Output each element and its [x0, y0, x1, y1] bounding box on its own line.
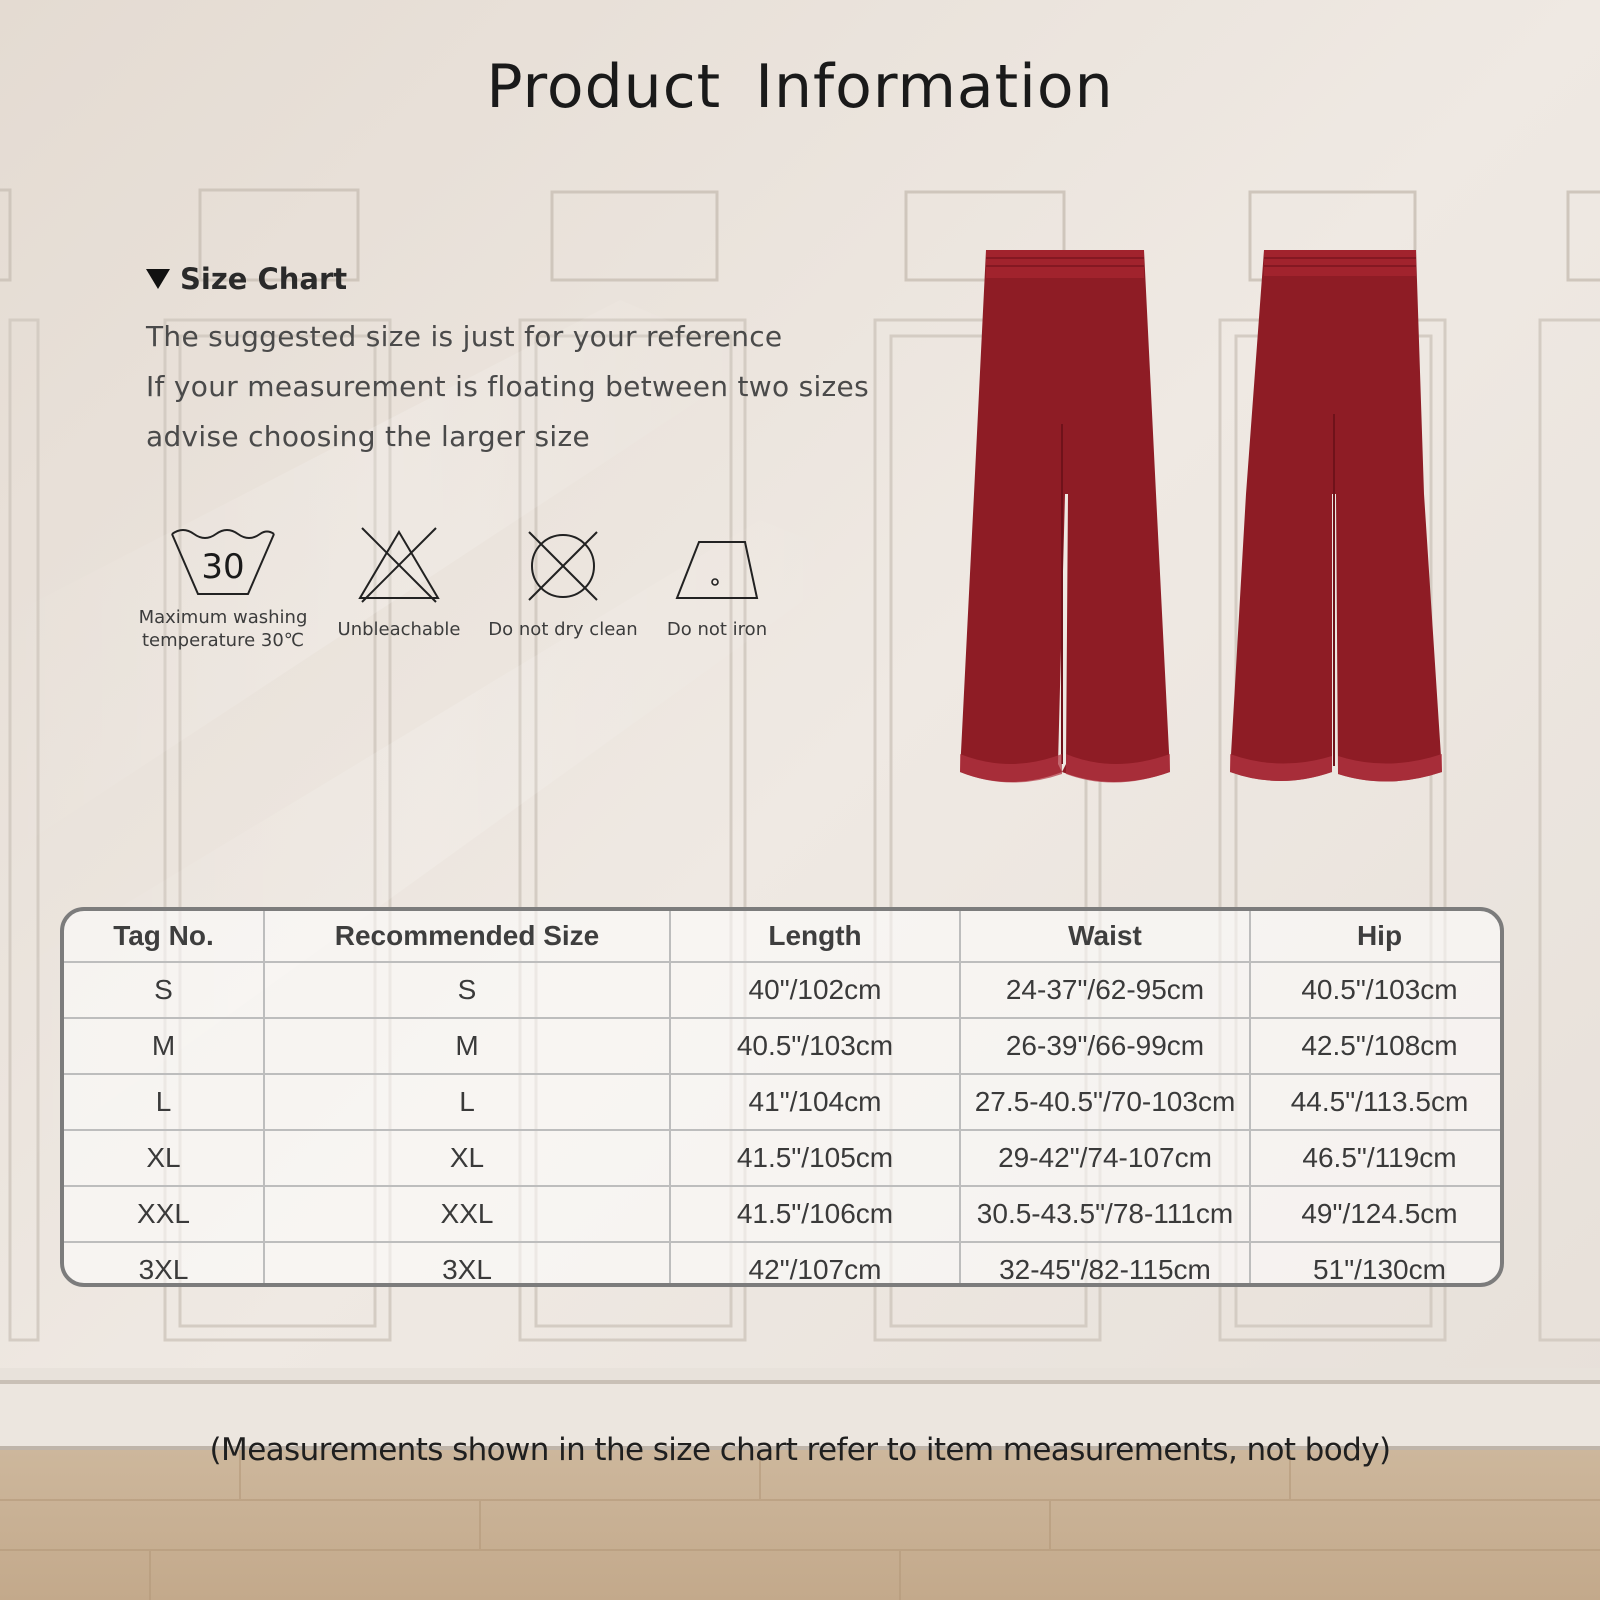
no-dry-clean-icon	[523, 526, 603, 606]
size-note-3: advise choosing the larger size	[146, 420, 590, 453]
cell-length: 41.5"/105cm	[670, 1130, 960, 1186]
header-length: Length	[670, 911, 960, 962]
cell-hip: 49"/124.5cm	[1250, 1186, 1504, 1242]
cell-waist: 24-37"/62-95cm	[960, 962, 1250, 1018]
cell-length: 41.5"/106cm	[670, 1186, 960, 1242]
cell-hip: 51"/130cm	[1250, 1242, 1504, 1287]
care-dry-clean	[478, 526, 648, 641]
header-waist: Waist	[960, 911, 1250, 962]
size-note-2: If your measurement is floating between two sizes	[146, 370, 869, 403]
cell-waist: 27.5-40.5"/70-103cm	[960, 1074, 1250, 1130]
cell-hip: 46.5"/119cm	[1250, 1130, 1504, 1186]
table-row	[64, 1130, 1504, 1186]
cell-recommended-size: M	[264, 1018, 670, 1074]
page-title: Product Information	[486, 52, 1114, 122]
cell-waist: 26-39"/66-99cm	[960, 1018, 1250, 1074]
header-recommended-size: Recommended Size	[264, 911, 670, 962]
cell-hip: 42.5"/108cm	[1250, 1018, 1504, 1074]
size-chart-heading-label: Size Chart	[180, 262, 348, 296]
pants-front-icon	[950, 244, 1180, 800]
care-iron	[632, 526, 802, 641]
table-row	[64, 1074, 1504, 1130]
size-table	[60, 907, 1504, 1287]
care-label-iron: Do not iron	[666, 619, 768, 640]
care-wash	[138, 526, 308, 652]
care-label-bleach: Unbleachable	[337, 619, 461, 640]
care-label-wash: Maximum washing temperature 30℃	[138, 607, 308, 651]
care-label-dry-clean: Do not dry clean	[488, 619, 638, 640]
no-iron-icon	[669, 526, 765, 606]
size-chart-heading	[146, 262, 347, 296]
cell-tag-no: S	[64, 962, 264, 1018]
cell-tag-no: M	[64, 1018, 264, 1074]
table-header-row	[64, 911, 1504, 962]
cell-length: 40"/102cm	[670, 962, 960, 1018]
cell-hip: 40.5"/103cm	[1250, 962, 1504, 1018]
triangle-down-icon	[146, 269, 170, 289]
cell-waist: 32-45"/82-115cm	[960, 1242, 1250, 1287]
cell-tag-no: XL	[64, 1130, 264, 1186]
footnote: (Measurements shown in the size chart refer to item measurements, not body)	[209, 1432, 1391, 1468]
pants-back-icon	[1220, 244, 1450, 800]
table-row	[64, 962, 1504, 1018]
table-row	[64, 1242, 1504, 1287]
cell-length: 42"/107cm	[670, 1242, 960, 1287]
size-note-1: The suggested size is just for your reference	[146, 320, 783, 353]
header-tag-no: Tag No.	[64, 911, 264, 962]
wash-temp-text: 30	[201, 547, 245, 587]
cell-recommended-size: XL	[264, 1130, 670, 1186]
cell-waist: 29-42"/74-107cm	[960, 1130, 1250, 1186]
cell-recommended-size: S	[264, 962, 670, 1018]
cell-tag-no: L	[64, 1074, 264, 1130]
care-bleach	[314, 526, 484, 641]
cell-recommended-size: XXL	[264, 1186, 670, 1242]
cell-recommended-size: L	[264, 1074, 670, 1130]
cell-tag-no: 3XL	[64, 1242, 264, 1287]
cell-waist: 30.5-43.5"/78-111cm	[960, 1186, 1250, 1242]
table-row	[64, 1018, 1504, 1074]
header-hip: Hip	[1250, 911, 1504, 962]
wash-30-icon	[168, 526, 278, 598]
cell-length: 41"/104cm	[670, 1074, 960, 1130]
cell-recommended-size: 3XL	[264, 1242, 670, 1287]
table-body	[64, 962, 1504, 1287]
cell-hip: 44.5"/113.5cm	[1250, 1074, 1504, 1130]
cell-length: 40.5"/103cm	[670, 1018, 960, 1074]
table-row	[64, 1186, 1504, 1242]
no-bleach-icon	[354, 526, 444, 606]
cell-tag-no: XXL	[64, 1186, 264, 1242]
